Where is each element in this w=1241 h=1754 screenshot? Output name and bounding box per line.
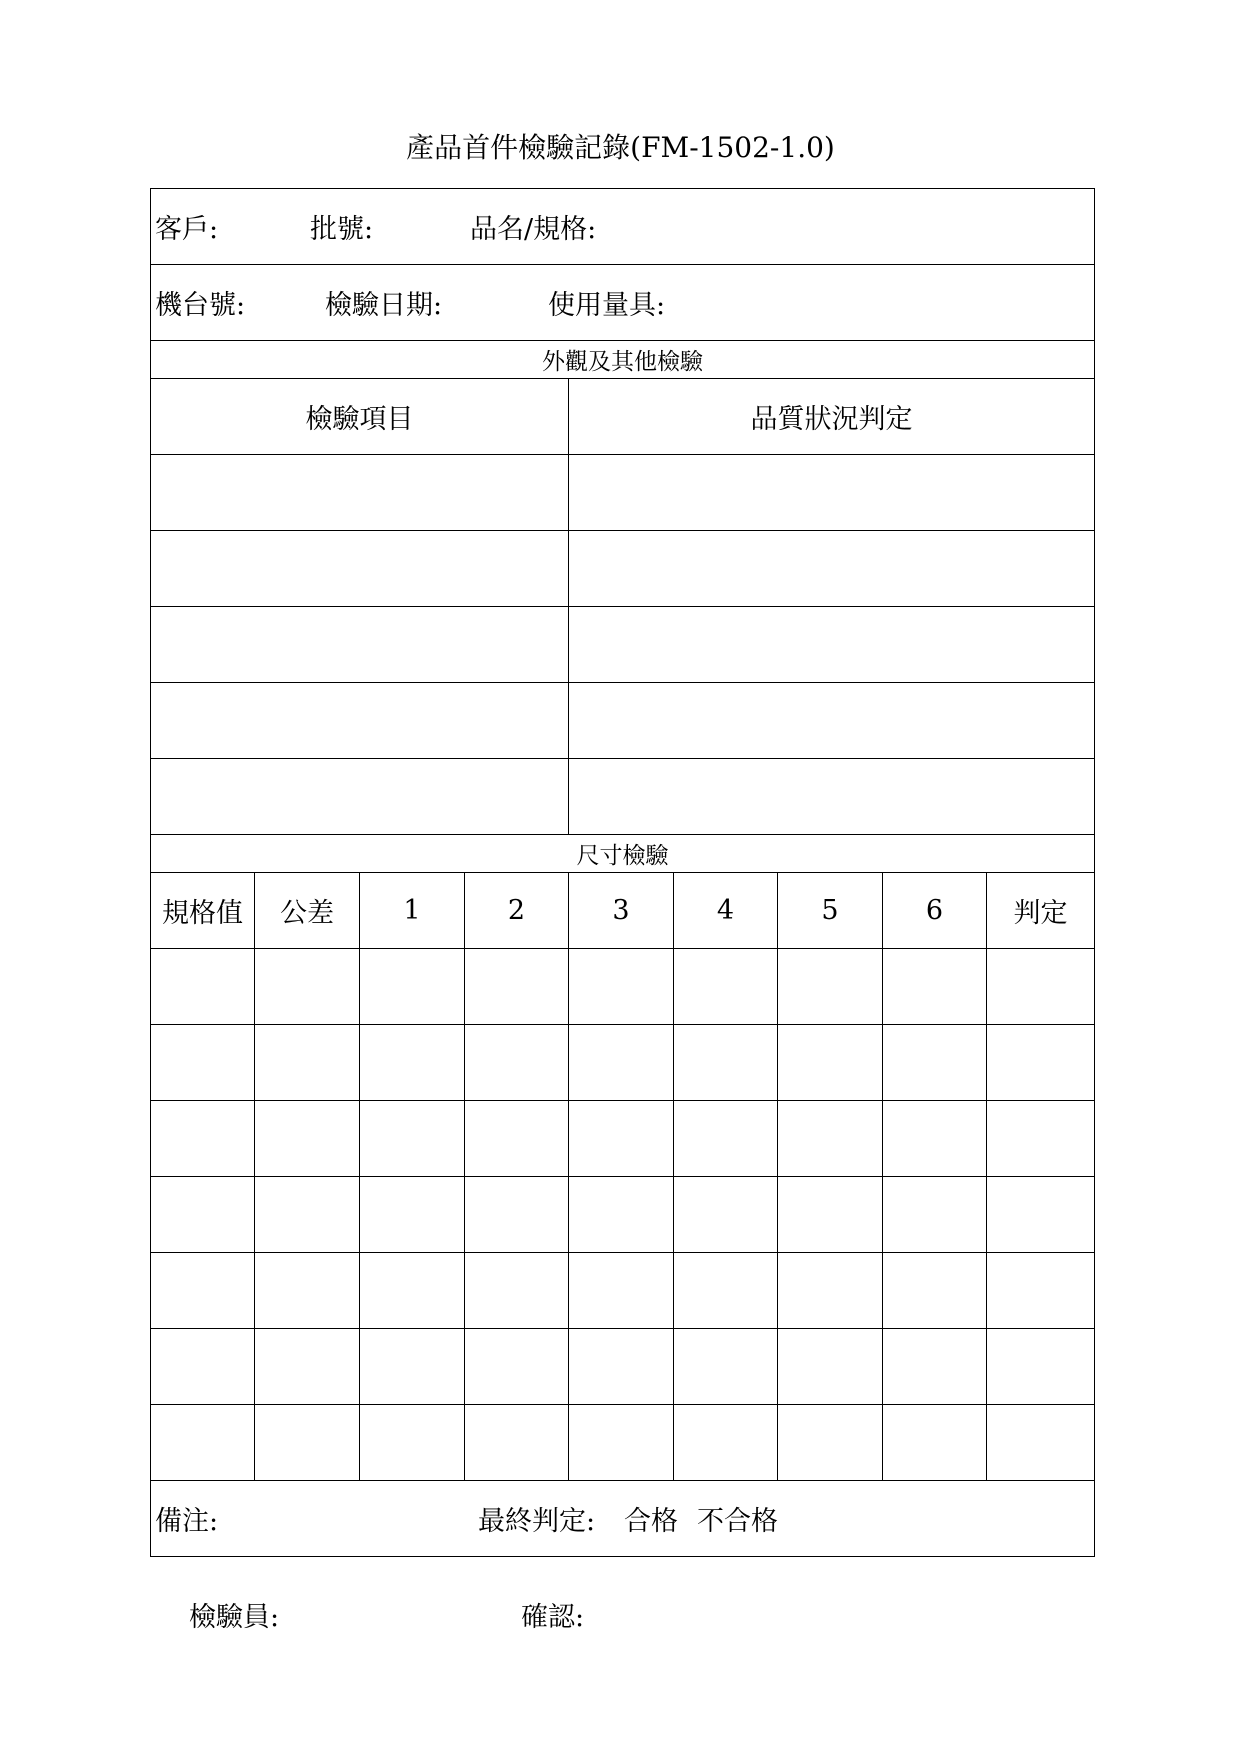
remarks-cell [151, 1481, 1095, 1557]
sample-3-cell[interactable] [569, 1025, 674, 1101]
header-cell-1 [151, 189, 1095, 265]
sample-2-cell[interactable] [465, 1405, 569, 1481]
product-spec-label: 品名/規格: [470, 214, 597, 245]
judgement-cell[interactable] [987, 949, 1095, 1025]
header-cell-2 [151, 265, 1095, 341]
sample-6-cell[interactable] [883, 1177, 987, 1253]
judgement-cell[interactable] [987, 1253, 1095, 1329]
dimension-row [151, 1177, 1095, 1253]
dimension-section-row [151, 835, 1095, 873]
remarks-label: 備注: [155, 1506, 219, 1537]
sample-2-header: 2 [465, 873, 569, 949]
dimension-row [151, 949, 1095, 1025]
spec-value-cell[interactable] [151, 1025, 255, 1101]
machine-no-label: 機台號: [155, 290, 246, 321]
appearance-row [151, 607, 1095, 683]
inspection-item-cell[interactable] [151, 683, 569, 759]
sample-3-header: 3 [569, 873, 674, 949]
sample-2-cell[interactable] [465, 1025, 569, 1101]
sample-1-cell[interactable] [360, 1405, 465, 1481]
inspection-date-label: 檢驗日期: [325, 290, 443, 321]
sample-2-cell[interactable] [465, 1177, 569, 1253]
tolerance-cell[interactable] [255, 1101, 360, 1177]
tolerance-cell[interactable] [255, 1405, 360, 1481]
sample-4-cell[interactable] [674, 949, 778, 1025]
sample-4-header: 4 [674, 873, 778, 949]
sample-1-cell[interactable] [360, 1101, 465, 1177]
sample-6-cell[interactable] [883, 949, 987, 1025]
tolerance-cell[interactable] [255, 1025, 360, 1101]
batch-no-label: 批號: [310, 214, 374, 245]
appearance-row [151, 531, 1095, 607]
tolerance-cell[interactable] [255, 1177, 360, 1253]
sample-6-header: 6 [883, 873, 987, 949]
sample-5-cell[interactable] [778, 1025, 883, 1101]
dimension-row [151, 1329, 1095, 1405]
sample-5-cell[interactable] [778, 1101, 883, 1177]
inspector-label: 檢驗員: [189, 1602, 280, 1633]
dimension-body [151, 949, 1095, 1481]
pass-option[interactable]: 合格 [624, 1506, 678, 1537]
final-judgement-label: 最終判定: [478, 1506, 596, 1537]
sample-5-cell[interactable] [778, 1177, 883, 1253]
dimension-row [151, 1025, 1095, 1101]
inspection-item-cell[interactable] [151, 759, 569, 835]
customer-label: 客戶: [155, 214, 219, 245]
fail-option[interactable]: 不合格 [697, 1506, 778, 1537]
appearance-row [151, 455, 1095, 531]
sample-1-cell[interactable] [360, 1329, 465, 1405]
sample-5-header: 5 [778, 873, 883, 949]
sample-3-cell[interactable] [569, 1101, 674, 1177]
dimension-section-title: 尺寸檢驗 [151, 835, 1095, 873]
confirm-label: 確認: [521, 1602, 585, 1633]
sample-5-cell[interactable] [778, 949, 883, 1025]
sample-2-cell[interactable] [465, 1329, 569, 1405]
dimension-header-row [151, 873, 1095, 949]
sample-5-cell[interactable] [778, 1253, 883, 1329]
sample-3-cell[interactable] [569, 1177, 674, 1253]
sample-1-cell[interactable] [360, 949, 465, 1025]
judgement-cell[interactable] [987, 1177, 1095, 1253]
spec-value-cell[interactable] [151, 1253, 255, 1329]
spec-value-cell[interactable] [151, 1329, 255, 1405]
sample-1-cell[interactable] [360, 1177, 465, 1253]
judgement-cell[interactable] [987, 1101, 1095, 1177]
quality-judgement-cell[interactable] [569, 607, 1095, 683]
quality-judgement-header: 品質狀況判定 [569, 379, 1095, 455]
appearance-row [151, 683, 1095, 759]
spec-value-cell[interactable] [151, 1101, 255, 1177]
sample-5-cell[interactable] [778, 1405, 883, 1481]
gauge-used-label: 使用量具: [548, 290, 666, 321]
sample-4-cell[interactable] [674, 1329, 778, 1405]
judgement-cell[interactable] [987, 1329, 1095, 1405]
dimension-row [151, 1253, 1095, 1329]
sample-5-cell[interactable] [778, 1329, 883, 1405]
appearance-section-row [151, 341, 1095, 379]
spec-value-cell[interactable] [151, 1177, 255, 1253]
page-title: 產品首件檢驗記錄(FM-1502-1.0) [406, 131, 835, 164]
sample-1-cell[interactable] [360, 1025, 465, 1101]
spec-value-cell[interactable] [151, 1405, 255, 1481]
sample-4-cell[interactable] [674, 1405, 778, 1481]
sample-4-cell[interactable] [674, 1253, 778, 1329]
remarks-row [151, 1481, 1095, 1557]
sample-2-cell[interactable] [465, 1253, 569, 1329]
judgement-cell[interactable] [987, 1025, 1095, 1101]
appearance-row [151, 759, 1095, 835]
judgement-header: 判定 [987, 873, 1095, 949]
quality-judgement-cell[interactable] [569, 683, 1095, 759]
tolerance-cell[interactable] [255, 1329, 360, 1405]
inspection-item-cell[interactable] [151, 531, 569, 607]
sample-6-cell[interactable] [883, 1101, 987, 1177]
sample-1-header: 1 [360, 873, 465, 949]
tolerance-cell[interactable] [255, 949, 360, 1025]
sample-3-cell[interactable] [569, 1329, 674, 1405]
inspection-item-cell[interactable] [151, 455, 569, 531]
sample-3-cell[interactable] [569, 1253, 674, 1329]
quality-judgement-cell[interactable] [569, 759, 1095, 835]
quality-judgement-cell[interactable] [569, 531, 1095, 607]
dimension-row [151, 1101, 1095, 1177]
tolerance-cell[interactable] [255, 1253, 360, 1329]
sample-1-cell[interactable] [360, 1253, 465, 1329]
spec-value-cell[interactable] [151, 949, 255, 1025]
spec-value-header: 規格值 [151, 873, 255, 949]
quality-judgement-cell[interactable] [569, 455, 1095, 531]
sample-4-cell[interactable] [674, 1101, 778, 1177]
header-row-1 [151, 189, 1095, 265]
sample-4-cell[interactable] [674, 1177, 778, 1253]
sample-2-cell[interactable] [465, 949, 569, 1025]
appearance-section-title: 外觀及其他檢驗 [151, 341, 1095, 379]
sample-2-cell[interactable] [465, 1101, 569, 1177]
sample-4-cell[interactable] [674, 1025, 778, 1101]
inspection-form-table [150, 188, 1095, 1557]
sample-6-cell[interactable] [883, 1025, 987, 1101]
sample-6-cell[interactable] [883, 1253, 987, 1329]
sample-6-cell[interactable] [883, 1329, 987, 1405]
header-row-2 [151, 265, 1095, 341]
appearance-header-row [151, 379, 1095, 455]
tolerance-header: 公差 [255, 873, 360, 949]
sample-6-cell[interactable] [883, 1405, 987, 1481]
judgement-cell[interactable] [987, 1405, 1095, 1481]
inspection-item-cell[interactable] [151, 607, 569, 683]
sample-3-cell[interactable] [569, 1405, 674, 1481]
inspection-item-header: 檢驗項目 [151, 379, 569, 455]
dimension-row [151, 1405, 1095, 1481]
sample-3-cell[interactable] [569, 949, 674, 1025]
